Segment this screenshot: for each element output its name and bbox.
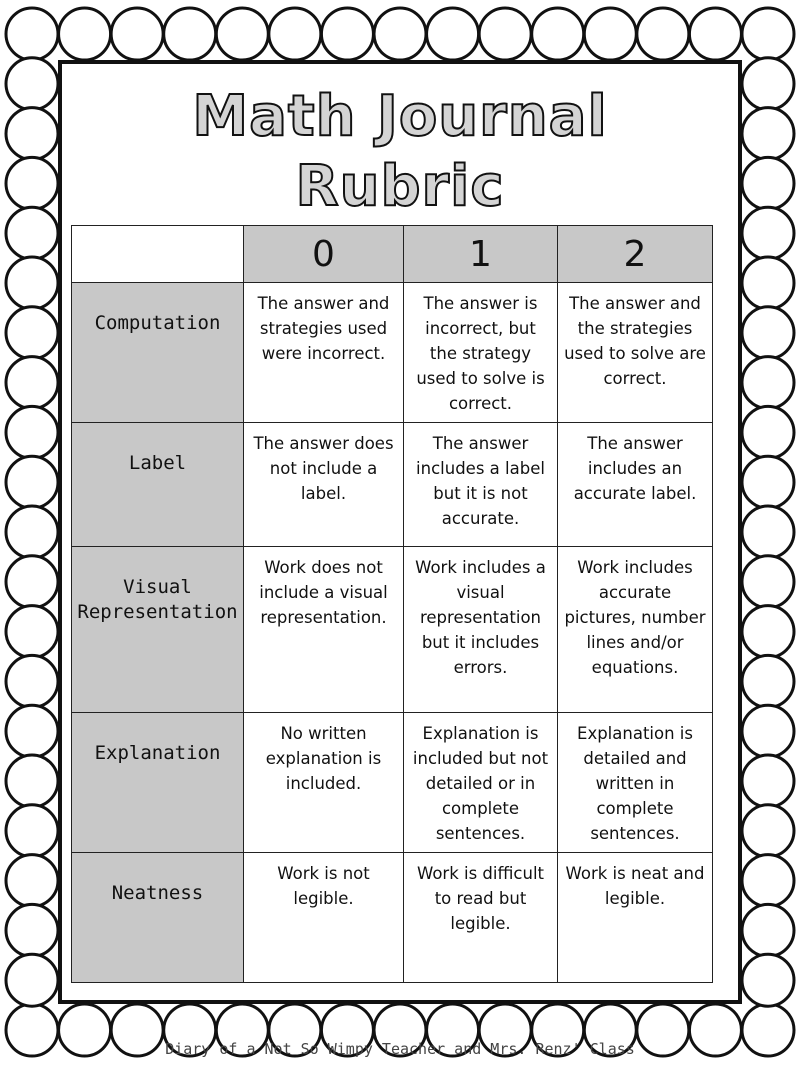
scallop [164,8,216,60]
scallop [584,8,636,60]
table-row [72,547,713,713]
scallop [6,606,58,658]
score-header-1: 1 [404,226,558,283]
table-row [72,713,713,853]
scallop [6,207,58,259]
cell: Explanation is detailed and written in complete sentences. [558,713,713,853]
scallop [6,954,58,1006]
corner-cell [72,226,244,283]
page-title-line1: Math Journal [192,84,608,149]
scallop [6,157,58,209]
scallop [742,357,794,409]
row-label-label [72,423,244,547]
scallop [637,8,689,60]
scallop [742,406,794,458]
scallop [742,556,794,608]
cell: Work includes a visual representation but it includes errors. [404,547,558,713]
scallop [6,257,58,309]
scallop [6,456,58,508]
scallop [742,108,794,160]
page-title-line2: Rubric [295,154,505,219]
scallop [6,904,58,956]
scallop [742,954,794,1006]
scallop [59,8,111,60]
row-label-text: Explanation [94,742,221,764]
rubric-table [71,225,713,983]
cell: Work is not legible. [244,853,404,983]
row-label-text: Computation [94,312,221,334]
scallop [479,8,531,60]
scallop [6,108,58,160]
scallop [742,506,794,558]
scallop [742,307,794,359]
scallop [269,8,321,60]
cell: Work does not include a visual representation. [244,547,404,713]
scallop [374,8,426,60]
cell: Work is difficult to read but legible. [404,853,558,983]
cell: The answer is incorrect, but the strategy used to solve is correct. [404,283,558,423]
scallop [532,8,584,60]
scallop [6,58,58,110]
scallop [742,606,794,658]
scallop [742,904,794,956]
row-label-text: Neatness [111,882,204,904]
score-header-row [72,226,713,283]
scallop [742,755,794,807]
cell: No written explanation is included. [244,713,404,853]
scallop [6,506,58,558]
scallop [321,8,373,60]
cell: The answer does not include a label. [244,423,404,547]
score-header-2: 2 [558,226,713,283]
scallop [427,8,479,60]
scallop [742,207,794,259]
scallop [689,8,741,60]
cell: Explanation is included but not detailed or in complete sentences. [404,713,558,853]
cell: Work includes accurate pictures, number lines and/or equations. [558,547,713,713]
footer-credit: Diary of a Not So Wimpy Teacher and Mrs. Renz' Class [165,1040,635,1058]
cell: The answer includes a label but it is not accurate. [404,423,558,547]
scallop [6,855,58,907]
scallop [6,8,58,60]
scallop [6,556,58,608]
scallop [742,805,794,857]
scallop [742,257,794,309]
cell: The answer and strategies used were incorrect. [244,283,404,423]
scallop [742,855,794,907]
cell: The answer includes an accurate label. [558,423,713,547]
scallop [742,655,794,707]
scallop [6,805,58,857]
cell: The answer and the strategies used to solve are correct. [558,283,713,423]
cell: Work is neat and legible. [558,853,713,983]
score-header-0: 0 [244,226,404,283]
table-row [72,423,713,547]
scallop [6,357,58,409]
row-label-text: Label [128,452,187,474]
scallop [6,755,58,807]
scallop [742,157,794,209]
scallop [742,705,794,757]
scallop [216,8,268,60]
row-label-explanation [72,713,244,853]
scallop [742,58,794,110]
table-row [72,853,713,983]
scallop [111,8,163,60]
scallop [6,655,58,707]
row-label-visual-representation [72,547,244,713]
scallop [742,456,794,508]
scallop [6,406,58,458]
row-label-text: Visual Representation [77,576,238,623]
scallop [742,8,794,60]
row-label-neatness [72,853,244,983]
table-row [72,283,713,423]
row-label-computation [72,283,244,423]
scallop [6,705,58,757]
scallop [6,307,58,359]
